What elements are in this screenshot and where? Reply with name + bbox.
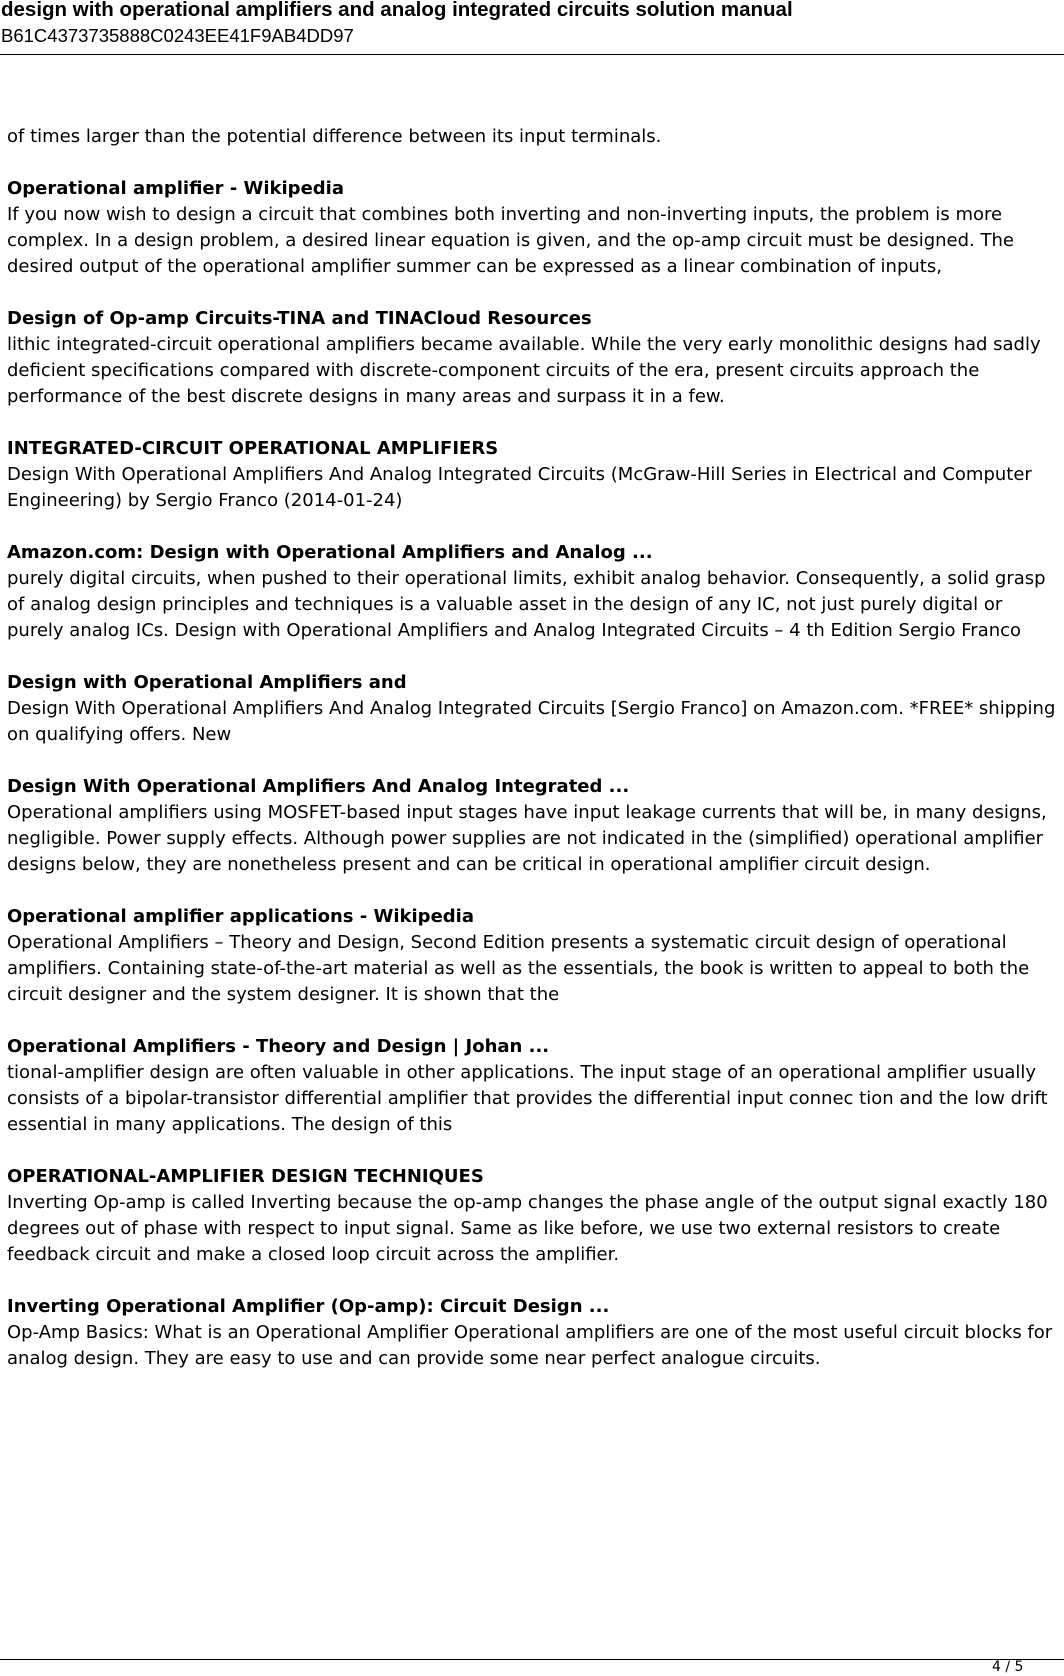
section bbox=[7, 306, 1059, 410]
intro-paragraph: of times larger than the potential difference between its input terminals. bbox=[7, 126, 662, 147]
document-code: B61C4373735888C0243EE41F9AB4DD97 bbox=[1, 25, 354, 46]
section-body: Inverting Op-amp is called Inverting because the op-amp changes the phase angle of the output signal exactly 180 degrees out of phase with respect to input signal. Same as like before, we use two external resistors to create feedback circuit and make a closed loop circuit across the amplifier. bbox=[7, 1192, 1048, 1265]
section-heading: Amazon.com: Design with Operational Amplifiers and Analog ... bbox=[7, 542, 653, 563]
section-heading: Operational Amplifiers - Theory and Design | Johan ... bbox=[7, 1036, 550, 1057]
section-body: Operational Amplifiers – Theory and Design, Second Edition presents a systematic circuit design of operational amplifiers. Containing state-of-the-art material as well as the essentials, the book is written to appeal to both the circuit designer and the system designer. It is shown that the bbox=[7, 932, 1030, 1005]
section-heading: Operational amplifier applications - Wikipedia bbox=[7, 906, 474, 927]
section bbox=[7, 540, 1059, 644]
section-body: Op-Amp Basics: What is an Operational Amplifier Operational amplifiers are one of the most useful circuit blocks for analog design. They are easy to use and can provide some near perfect analogue circuits. bbox=[7, 1322, 1053, 1369]
section bbox=[7, 176, 1059, 280]
document-header bbox=[0, 0, 1064, 55]
document-title: design with operational amplifiers and analog integrated circuits solution manual bbox=[1, 0, 793, 21]
section-body: tional-amplifier design are often valuable in other applications. The input stage of an operational amplifier usually consists of a bipolar-transistor differential amplifier that provides the differential input connec tion and the low drift essential in many applications. The design of this bbox=[7, 1062, 1048, 1135]
section-body: lithic integrated-circuit operational amplifiers became available. While the very early monolithic designs had sadly deficient specifications compared with discrete-component circuits of the era, present circuits approach the performance of the best discrete designs in many areas and surpass it in a few. bbox=[7, 334, 1041, 407]
section-heading: Design with Operational Amplifiers and bbox=[7, 672, 407, 693]
document-body bbox=[7, 124, 1059, 1398]
section-body: Design With Operational Amplifiers And Analog Integrated Circuits [Sergio Franco] on Amazon.com. *FREE* shipping on qualifying offers. New bbox=[7, 698, 1056, 745]
section-heading: Operational amplifier - Wikipedia bbox=[7, 178, 344, 199]
section-body: Operational amplifiers using MOSFET-based input stages have input leakage currents that will be, in many designs, negligible. Power supply effects. Although power supplies are not indicated in the (simplified) operational amplifier designs below, they are nonetheless present and can be critical in operational amplifier circuit design. bbox=[7, 802, 1047, 875]
section-body: If you now wish to design a circuit that combines both inverting and non-inverting inputs, the problem is more complex. In a design problem, a desired linear equation is given, and the op-amp circuit must be designed. The desired output of the operational amplifier summer can be expressed as a linear combination of inputs, bbox=[7, 204, 1014, 277]
section-heading: Design of Op-amp Circuits-TINA and TINACloud Resources bbox=[7, 308, 592, 329]
section-heading: INTEGRATED-CIRCUIT OPERATIONAL AMPLIFIERS bbox=[7, 438, 499, 459]
page-number: 4 / 5 bbox=[992, 1659, 1024, 1675]
section bbox=[7, 1294, 1059, 1372]
section-heading: Design With Operational Amplifiers And Analog Integrated ... bbox=[7, 776, 630, 797]
section bbox=[7, 904, 1059, 1008]
section-heading: OPERATIONAL-AMPLIFIER DESIGN TECHNIQUES bbox=[7, 1166, 484, 1187]
section-body: Design With Operational Amplifiers And Analog Integrated Circuits (McGraw-Hill Series in Electrical and Computer Engineering) by Sergio Franco (2014-01-24) bbox=[7, 464, 1032, 511]
section bbox=[7, 774, 1059, 878]
footer-divider bbox=[0, 1659, 1064, 1660]
section bbox=[7, 436, 1059, 514]
section bbox=[7, 1164, 1059, 1268]
section bbox=[7, 1034, 1059, 1138]
section-heading: Inverting Operational Amplifier (Op-amp): Circuit Design ... bbox=[7, 1296, 610, 1317]
section bbox=[7, 670, 1059, 748]
section-body: purely digital circuits, when pushed to their operational limits, exhibit analog behavior. Consequently, a solid grasp of analog design principles and techniques is a valuable asset in the design of any IC, not just purely digital or purely analog ICs. Design with Operational Amplifiers and Analog Integrated Circuits – 4 th Edition Sergio Franco bbox=[7, 568, 1046, 641]
